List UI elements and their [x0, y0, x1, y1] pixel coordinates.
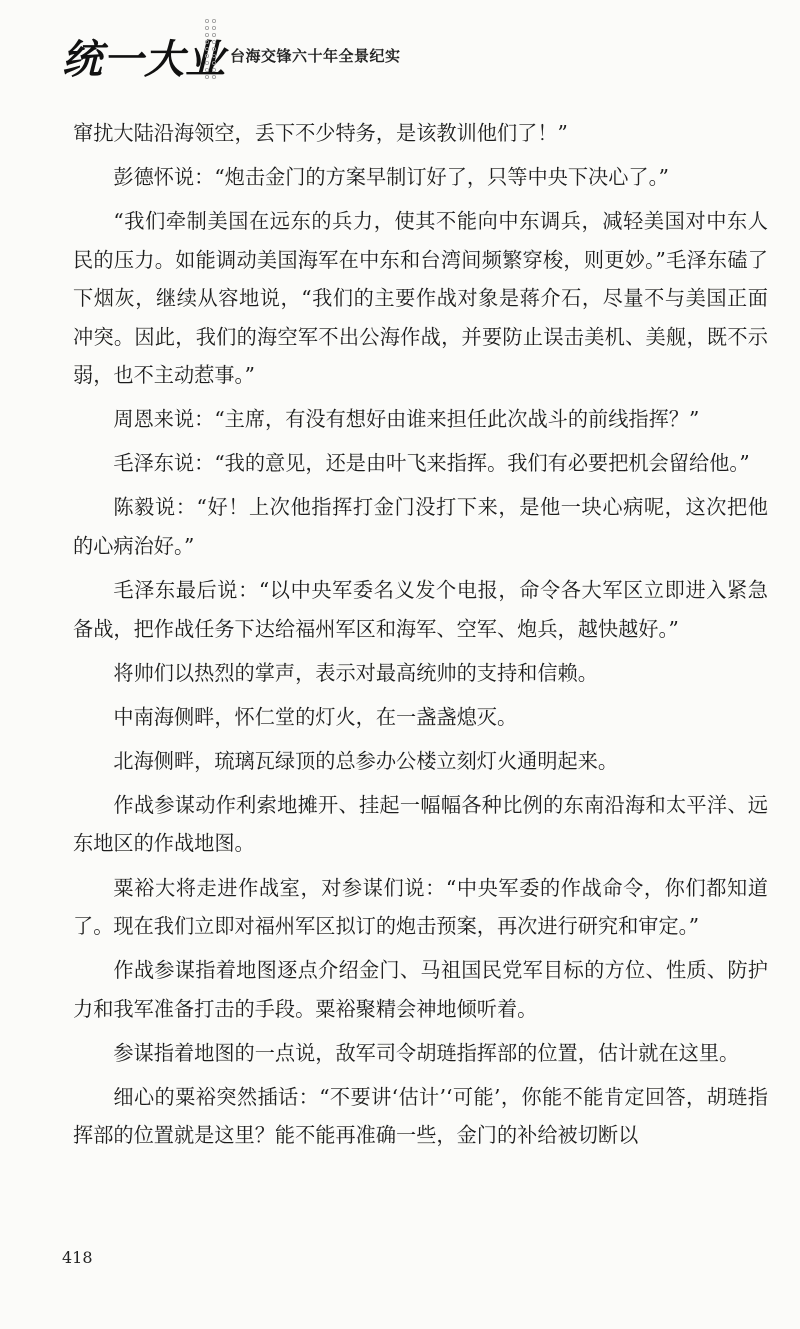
paragraph: 周恩来说：“主席，有没有想好由谁来担任此次战斗的前线指挥？” [113, 407, 700, 432]
paragraph: 作战参谋动作利索地摊开、挂起一幅幅各种比例的东南沿海和太平洋、远东地区的作战地图。 [73, 792, 768, 856]
book-logo: 统一大业 [62, 36, 226, 83]
paragraph: “我们牵制美国在远东的兵力，使其不能向中东调兵，减轻美国对中东人民的压力。如能调动美国海军在中东和台湾间频繁穿梭，则更妙。”毛泽东磕了下烟灰，继续从容地说，“我们的主要作战对象是蒋介石，尽量不与美国正面冲突。因此，我们的海空军不出公海作战，并要防止误击美机、美舰，既不示弱，也不主动惹事。” [73, 209, 768, 388]
paragraph: 陈毅说：“好！上次他指挥打金门没打下来，是他一块心病呢，这次把他的心病治好。” [73, 495, 768, 558]
paragraph: 毛泽东最后说：“以中央军委名义发个电报，命令各大军区立即进入紧急备战，把作战任务下达给福州军区和海军、空军、炮兵，越快越好。” [73, 578, 768, 641]
running-header [62, 18, 762, 88]
paragraph: 毛泽东说：“我的意见，还是由叶飞来指挥。我们有必要把机会留给他。” [113, 451, 750, 476]
paragraph: 参谋指着地图的一点说，敌军司令胡琏指挥部的位置，估计就在这里。 [113, 1040, 740, 1065]
page-number: 418 [62, 1248, 93, 1267]
paragraph: 窜扰大陆沿海领空，丢下不少特务，是该教训他们了！” [73, 121, 568, 145]
page-body [73, 114, 768, 1160]
paragraph: 粟裕大将走进作战室，对参谋们说：“中央军委的作战命令，你们都知道了。现在我们立即对福州军区拟订的炮击预案，再次进行研究和审定。” [73, 875, 768, 939]
paragraph: 北海侧畔，琉璃瓦绿顶的总参办公楼立刻灯火通明起来。 [113, 748, 619, 773]
paragraph: 将帅们以热烈的掌声，表示对最高统帅的支持和信赖。 [113, 660, 598, 685]
decorative-dots-icon [204, 18, 218, 80]
paragraph: 作战参谋指着地图逐点介绍金门、马祖国民党军目标的方位、性质、防护力和我军准备打击的手段。粟裕聚精会神地倾听着。 [73, 958, 768, 1021]
paragraph: 细心的粟裕突然插话：“不要讲‘估计’‘可能’，你能不能肯定回答，胡琏指挥部的位置就是这里？能不能再准确一些，金门的补给被切断以 [73, 1084, 768, 1148]
book-subtitle: 台海交锋六十年全景纪实 [230, 47, 401, 65]
paragraph: 中南海侧畔，怀仁堂的灯火，在一盏盏熄灭。 [113, 704, 518, 729]
paragraph: 彭德怀说：“炮击金门的方案早制订好了，只等中央下决心了。” [113, 165, 669, 190]
